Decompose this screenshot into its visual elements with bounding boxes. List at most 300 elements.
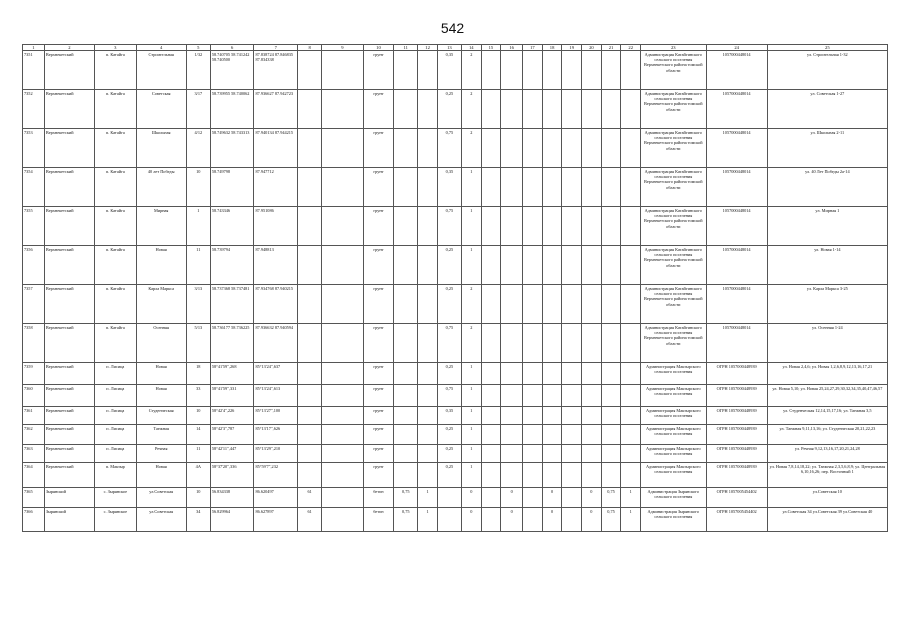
table-cell: 0,75 <box>601 508 621 532</box>
table-cell <box>322 407 364 425</box>
table-cell: 2 <box>461 324 481 363</box>
table-cell <box>481 488 501 508</box>
header-cell: 10 <box>363 45 394 51</box>
table-cell <box>601 385 621 407</box>
table-cell: п. Макзыр <box>95 463 137 488</box>
table-cell <box>418 407 438 425</box>
table-cell <box>481 363 501 385</box>
table-cell <box>601 363 621 385</box>
table-cell: грунт <box>363 385 394 407</box>
table-cell: п. Катайга <box>95 90 137 129</box>
table-cell <box>501 129 523 168</box>
table-cell: 0 <box>582 508 602 532</box>
table-cell: п. Лисица <box>95 445 137 463</box>
table-cell <box>481 425 501 445</box>
table-cell: 1 <box>461 445 481 463</box>
table-cell <box>582 90 602 129</box>
table-cell <box>523 207 543 246</box>
table-cell: Администрация Макзырского сельского поселения <box>641 385 707 407</box>
table-cell: 7361 <box>23 407 45 425</box>
table-cell <box>601 407 621 425</box>
header-cell: 6 <box>210 45 254 51</box>
table-cell <box>394 445 418 463</box>
table-cell: 1057000448014 <box>706 51 767 90</box>
table-cell: Администрация Макзырского сельского поселения <box>641 363 707 385</box>
table-cell: Верхнекетский <box>44 129 94 168</box>
table-cell <box>523 129 543 168</box>
table-cell <box>562 385 582 407</box>
table-cell: Администрация Катайгинского сельского поселения Верхнекетского района томской области <box>641 90 707 129</box>
table-cell <box>523 445 543 463</box>
table-cell: 58.736177 58.736225 <box>210 324 254 363</box>
table-cell: Администрация Катайгинского сельского поселения Верхнекетского района томской области <box>641 207 707 246</box>
table-cell: 1057000448014 <box>706 129 767 168</box>
table-cell: Верхнекетский <box>44 425 94 445</box>
table-cell: ул. Мирная 1 <box>767 207 887 246</box>
table-cell <box>394 407 418 425</box>
table-cell <box>501 246 523 285</box>
table-cell: 33 <box>186 385 210 407</box>
table-cell: ул. Строительная 1-32 <box>767 51 887 90</box>
table-row <box>23 407 888 425</box>
table-cell <box>481 407 501 425</box>
table-cell: ул. Речная 9,12,13,16,17,20,21,24,28 <box>767 445 887 463</box>
header-cell: 9 <box>322 45 364 51</box>
header-cell: 16 <box>501 45 523 51</box>
table-cell: 1 <box>461 425 481 445</box>
table-cell: 0,75 <box>437 324 461 363</box>
table-cell: 58.739794 <box>210 246 254 285</box>
table-cell: Школьная <box>136 129 186 168</box>
table-cell <box>601 90 621 129</box>
table-cell: ОГРН 1057000448939 <box>706 445 767 463</box>
header-cell: 19 <box>562 45 582 51</box>
table-cell <box>418 445 438 463</box>
table-cell: Администрация Макзырского сельского поселения <box>641 407 707 425</box>
table-cell <box>621 90 641 129</box>
table-cell <box>298 324 322 363</box>
table-cell <box>582 385 602 407</box>
header-cell: 18 <box>542 45 562 51</box>
table-cell: 87.940134 87.944215 <box>254 129 298 168</box>
table-cell <box>523 90 543 129</box>
table-cell: ул. Новая 1-14 <box>767 246 887 285</box>
table-cell: 58.743346 <box>210 207 254 246</box>
table-cell: Осенняя <box>136 324 186 363</box>
table-cell <box>523 363 543 385</box>
table-cell <box>298 407 322 425</box>
table-cell <box>601 129 621 168</box>
table-cell <box>418 51 438 90</box>
table-cell <box>418 363 438 385</box>
table-cell <box>501 207 523 246</box>
table-cell: 1 <box>461 407 481 425</box>
table-cell: 7362 <box>23 425 45 445</box>
table-cell: 7354 <box>23 168 45 207</box>
table-cell <box>621 324 641 363</box>
table-cell <box>562 129 582 168</box>
table-cell <box>394 385 418 407</box>
table-cell <box>601 246 621 285</box>
table-cell: Советская <box>136 90 186 129</box>
table-cell <box>418 246 438 285</box>
table-cell: п. Катайга <box>95 51 137 90</box>
table-cell <box>582 207 602 246</box>
table-cell: грунт <box>363 463 394 488</box>
header-cell: 14 <box>461 45 481 51</box>
table-cell: ОГРН 1057000448939 <box>706 363 767 385</box>
table-cell: 0,25 <box>437 445 461 463</box>
header-cell: 15 <box>481 45 501 51</box>
table-cell: 85°13'29",210 <box>254 445 298 463</box>
table-cell <box>542 129 562 168</box>
table-cell: 1057000448014 <box>706 324 767 363</box>
header-cell: 20 <box>582 45 602 51</box>
table-cell <box>542 445 562 463</box>
table-cell <box>481 324 501 363</box>
table-cell <box>322 90 364 129</box>
table-cell <box>542 324 562 363</box>
table-cell: 1057000448014 <box>706 207 767 246</box>
table-cell: Студенческая <box>136 407 186 425</box>
table-cell <box>582 51 602 90</box>
table-cell: 10 <box>186 407 210 425</box>
table-cell: Администрация Катайгинского сельского поселения Верхнекетского района томской области <box>641 324 707 363</box>
table-cell: 0,75 <box>601 488 621 508</box>
table-cell <box>523 407 543 425</box>
table-cell: п. Катайга <box>95 285 137 324</box>
table-cell <box>542 246 562 285</box>
table-cell <box>394 51 418 90</box>
table-cell <box>394 324 418 363</box>
table-cell <box>481 168 501 207</box>
table-cell: ул.Советская 10 <box>767 488 887 508</box>
table-cell: 10 <box>186 488 210 508</box>
table-cell: Карла Маркса <box>136 285 186 324</box>
table-cell: 1 <box>461 385 481 407</box>
table-cell: 11 <box>186 246 210 285</box>
table-cell <box>418 207 438 246</box>
table-cell <box>621 407 641 425</box>
table-cell: ул. Таежная 9,11,13,16; ул. Студенческая 20,21,22,23 <box>767 425 887 445</box>
table-cell <box>322 363 364 385</box>
table-cell <box>562 285 582 324</box>
table-cell: ОГРН 1057005454402 <box>706 488 767 508</box>
table-cell: 58°41'59",331 <box>210 385 254 407</box>
table-cell: п. Лисица <box>95 407 137 425</box>
table-cell: Верхнекетский <box>44 168 94 207</box>
table-cell <box>601 425 621 445</box>
table-cell <box>322 385 364 407</box>
table-cell: ул. Осенняя 1-24 <box>767 324 887 363</box>
table-cell: Верхнекетский <box>44 445 94 463</box>
table-cell: 58°41'59",268 <box>210 363 254 385</box>
table-cell: 7355 <box>23 207 45 246</box>
table-cell: ул.Советская 34 ул.Советская 39 ул.Советская 40 <box>767 508 887 532</box>
table-row <box>23 207 888 246</box>
table-cell <box>394 425 418 445</box>
header-cell: 3 <box>95 45 137 51</box>
table-cell: п. Катайга <box>95 129 137 168</box>
table-cell: 0 <box>461 508 481 532</box>
table-cell: Новая <box>136 385 186 407</box>
table-cell <box>621 445 641 463</box>
table-cell <box>582 285 602 324</box>
table-cell <box>298 445 322 463</box>
table-cell <box>322 463 364 488</box>
table-cell <box>394 363 418 385</box>
table-cell: 1057000448014 <box>706 285 767 324</box>
header-cell: 22 <box>621 45 641 51</box>
table-cell: 3/17 <box>186 90 210 129</box>
table-cell: Администрация Макзырского сельского поселения <box>641 445 707 463</box>
table-cell <box>418 90 438 129</box>
table-cell <box>501 324 523 363</box>
table-cell: ОГРН 1057000448939 <box>706 463 767 488</box>
table-cell <box>322 324 364 363</box>
table-cell <box>298 385 322 407</box>
table-cell <box>437 488 461 508</box>
table-cell <box>394 246 418 285</box>
table-cell <box>481 207 501 246</box>
table-cell <box>562 445 582 463</box>
table-cell: 1 <box>461 463 481 488</box>
table-cell: грунт <box>363 285 394 324</box>
table-cell: с. Зырянское <box>95 508 137 532</box>
table-cell <box>523 51 543 90</box>
table-cell: грунт <box>363 168 394 207</box>
table-cell <box>542 51 562 90</box>
table-cell: 10 <box>186 168 210 207</box>
table-cell <box>542 168 562 207</box>
table-cell <box>394 129 418 168</box>
table-cell: Администрация Катайгинского сельского поселения Верхнекетского района томской области <box>641 51 707 90</box>
table-cell <box>621 385 641 407</box>
table-cell: 87.951086 <box>254 207 298 246</box>
table-cell: 0,35 <box>437 51 461 90</box>
table-cell: 1 <box>418 508 438 532</box>
table-cell: ул.Советская <box>136 508 186 532</box>
table-cell: Строительная <box>136 51 186 90</box>
table-cell: грунт <box>363 324 394 363</box>
table-cell: 0 <box>582 488 602 508</box>
table-cell: 0 <box>461 488 481 508</box>
table-cell: 86.620497 <box>254 488 298 508</box>
table-cell: Администрация Макзырского сельского поселения <box>641 425 707 445</box>
table-cell <box>621 363 641 385</box>
table-cell: ул. Новая 7,8,14,18,22; ул. Таежная 2,3,5,6,8,9; ул. Центральная 6,10,16,26; пер. Восточный 1 <box>767 463 887 488</box>
table-cell: 7352 <box>23 90 45 129</box>
table-cell: 87.936632 87.940594 <box>254 324 298 363</box>
table-cell: 87.934768 87.940215 <box>254 285 298 324</box>
table-row <box>23 508 888 532</box>
table-row <box>23 51 888 90</box>
table-cell: п. Катайга <box>95 324 137 363</box>
table-cell: 1 <box>621 488 641 508</box>
table-cell <box>523 508 543 532</box>
table-cell: 58°37'20",336 <box>210 463 254 488</box>
table-cell: 1 <box>461 363 481 385</box>
table-cell: Верхнекетский <box>44 324 94 363</box>
header-cell: 8 <box>298 45 322 51</box>
table-cell: грунт <box>363 90 394 129</box>
table-cell <box>601 51 621 90</box>
table-cell <box>601 168 621 207</box>
table-cell: 0,25 <box>437 246 461 285</box>
table-cell: 0 <box>501 488 523 508</box>
table-cell <box>322 488 364 508</box>
table-cell: 1 <box>461 246 481 285</box>
table-cell: 85°13'24",637 <box>254 363 298 385</box>
table-cell <box>298 463 322 488</box>
table-cell <box>481 285 501 324</box>
table-cell: 87.948813 <box>254 246 298 285</box>
table-cell <box>542 285 562 324</box>
table-cell <box>562 425 582 445</box>
table-cell: 0,25 <box>437 285 461 324</box>
table-cell: 0,25 <box>437 363 461 385</box>
table-row <box>23 385 888 407</box>
table-cell: 2 <box>461 51 481 90</box>
table-cell <box>523 425 543 445</box>
table-cell: 1 <box>186 207 210 246</box>
table-cell <box>562 246 582 285</box>
table-cell <box>298 285 322 324</box>
table-cell: Администрация Катайгинского сельского поселения Верхнекетского района томской области <box>641 168 707 207</box>
table-cell: 0 <box>501 508 523 532</box>
table-cell: 11 <box>186 445 210 463</box>
header-cell: 17 <box>523 45 543 51</box>
table-cell: 1 <box>621 508 641 532</box>
header-cell: 7 <box>254 45 298 51</box>
table-cell <box>523 385 543 407</box>
table-cell <box>523 324 543 363</box>
header-cell: 2 <box>44 45 94 51</box>
table-cell <box>298 168 322 207</box>
table-cell <box>298 363 322 385</box>
table-cell: грунт <box>363 129 394 168</box>
table-cell <box>481 90 501 129</box>
table-cell: 1057000448014 <box>706 90 767 129</box>
table-cell: Новая <box>136 246 186 285</box>
table-cell: грунт <box>363 445 394 463</box>
table-cell <box>418 425 438 445</box>
table-cell: грунт <box>363 407 394 425</box>
table-cell <box>322 246 364 285</box>
table-cell: грунт <box>363 363 394 385</box>
table-cell: Верхнекетский <box>44 407 94 425</box>
table-cell <box>542 407 562 425</box>
table-cell <box>621 425 641 445</box>
table-cell <box>621 285 641 324</box>
table-cell: 0,75 <box>437 385 461 407</box>
table-cell: 61 <box>298 508 322 532</box>
table-cell: 7365 <box>23 488 45 508</box>
table-cell <box>418 168 438 207</box>
table-cell <box>394 285 418 324</box>
table-row <box>23 129 888 168</box>
table-cell: ул. Новая 5,10; ул. Новая 25,24,27,29,30,32,34,35,40,47,46,57 <box>767 385 887 407</box>
table-cell <box>621 246 641 285</box>
header-cell: 12 <box>418 45 438 51</box>
table-cell <box>481 445 501 463</box>
table-cell: с. Зырянское <box>95 488 137 508</box>
table-cell <box>542 425 562 445</box>
table-cell <box>562 463 582 488</box>
table-row <box>23 425 888 445</box>
table-cell: 5/13 <box>186 324 210 363</box>
table-cell: 0 <box>542 488 562 508</box>
table-cell: Верхнекетский <box>44 385 94 407</box>
table-cell <box>582 407 602 425</box>
table-cell <box>562 90 582 129</box>
table-cell <box>501 285 523 324</box>
table-cell <box>394 168 418 207</box>
table-cell <box>523 246 543 285</box>
table-cell <box>418 463 438 488</box>
table-cell: грунт <box>363 246 394 285</box>
table-cell <box>621 463 641 488</box>
table-cell: Верхнекетский <box>44 363 94 385</box>
table-cell <box>481 246 501 285</box>
table-cell <box>501 363 523 385</box>
table-cell: 7351 <box>23 51 45 90</box>
table-cell: 40 лет Победы <box>136 168 186 207</box>
table-cell: ул. Советская 1-27 <box>767 90 887 129</box>
table-cell: 58.749632 58.743313 <box>210 129 254 168</box>
table-cell: 7363 <box>23 445 45 463</box>
table-cell <box>481 385 501 407</box>
table-cell: 7366 <box>23 508 45 532</box>
table-cell <box>437 508 461 532</box>
table-cell: 0,35 <box>437 407 461 425</box>
table-cell: 86.627897 <box>254 508 298 532</box>
header-cell: 24 <box>706 45 767 51</box>
table-cell <box>621 168 641 207</box>
table-cell <box>501 168 523 207</box>
table-cell: Новая <box>136 463 186 488</box>
table-cell: грунт <box>363 425 394 445</box>
table-cell: 0,75 <box>437 207 461 246</box>
register-table <box>22 44 888 532</box>
table-row <box>23 488 888 508</box>
table-row <box>23 246 888 285</box>
table-cell: 58.740705 58.741242 58.740500 <box>210 51 254 90</box>
table-cell: Зырянский <box>44 488 94 508</box>
table-cell <box>394 463 418 488</box>
table-cell: п. Катайга <box>95 207 137 246</box>
table-cell: бетон <box>363 488 394 508</box>
table-cell: 58°42'3",787 <box>210 425 254 445</box>
table-cell <box>322 445 364 463</box>
table-cell: бетон <box>363 508 394 532</box>
header-cell: 25 <box>767 45 887 51</box>
table-cell <box>501 407 523 425</box>
table-cell: Администрация Катайгинского сельского поселения Верхнекетского района томской области <box>641 246 707 285</box>
table-cell: ул. Карла Маркса 3-25 <box>767 285 887 324</box>
table-cell: 7364 <box>23 463 45 488</box>
table-row <box>23 90 888 129</box>
table-cell: Администрация Зырянского сельского поселения <box>641 488 707 508</box>
table-cell <box>562 51 582 90</box>
table-cell <box>621 51 641 90</box>
table-cell: Администрация Зырянского сельского поселения <box>641 508 707 532</box>
table-cell <box>501 463 523 488</box>
table-row <box>23 168 888 207</box>
table-cell <box>582 129 602 168</box>
table-cell: 18 <box>186 363 210 385</box>
table-cell <box>298 246 322 285</box>
